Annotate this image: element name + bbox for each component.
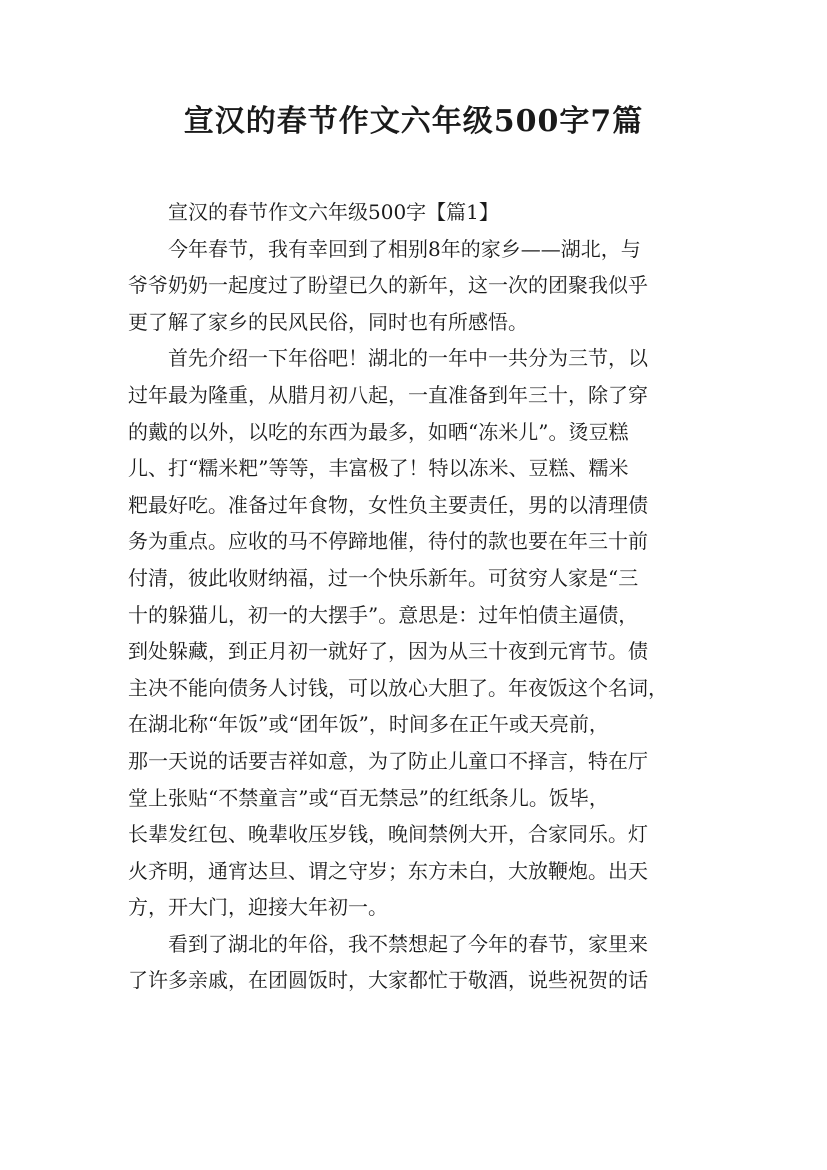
paragraph-line: 那一天说的话要吉祥如意，为了防止儿童口不择言，特在厅 (128, 748, 648, 773)
paragraph-line: 看到了湖北的年俗，我不禁想起了今年的春节，家里来 (168, 931, 648, 956)
paragraph-line: 火齐明，通宵达旦、谓之守岁；东方未白，大放鞭炮。出天 (128, 858, 648, 883)
section-heading: 宣汉的春节作文六年级500字【篇1】 (168, 200, 499, 224)
paragraph-line: 长辈发红包、晚辈收压岁钱，晚间禁例大开，合家同乐。灯 (128, 822, 648, 847)
paragraph-line: 十的躲猫儿，初一的大摆手”。意思是：过年怕债主逼债， (128, 602, 639, 627)
paragraph-line: 务为重点。应收的马不停蹄地催，待付的款也要在年三十前 (128, 529, 648, 554)
paragraph-line: 爷爷奶奶一起度过了盼望已久的新年，这一次的团聚我似乎 (128, 273, 648, 298)
paragraph-line: 了许多亲戚，在团圆饭时，大家都忙于敬酒，说些祝贺的话 (128, 968, 648, 993)
document-title: 宣汉的春节作文六年级500字7篇 (183, 104, 644, 139)
paragraph-line: 更了解了家乡的民风民俗，同时也有所感悟。 (128, 309, 528, 334)
paragraph-line: 今年春节，我有幸回到了相别8年的家乡——湖北，与 (168, 236, 641, 261)
paragraph-line: 过年最为隆重，从腊月初八起，一直准备到年三十，除了穿 (128, 382, 648, 407)
paragraph-line: 付清，彼此收财纳福，过一个快乐新年。可贫穷人家是“三 (128, 565, 639, 590)
paragraph-line: 首先介绍一下年俗吧！湖北的一年中一共分为三节，以 (168, 346, 648, 371)
paragraph-line: 堂上张贴“不禁童言”或“百无禁忌”的红纸条儿。饭毕， (128, 785, 609, 810)
paragraph-line: 到处躲藏，到正月初一就好了，因为从三十夜到元宵节。债 (128, 639, 648, 664)
paragraph-line: 儿、打“糯米粑”等等，丰富极了！特以冻米、豆糕、糯米 (128, 456, 629, 481)
paragraph-line: 在湖北称“年饭”或“团年饭”，时间多在正午或天亮前， (128, 712, 609, 737)
paragraph-line: 粑最好吃。准备过年食物，女性负主要责任，男的以清理债 (128, 492, 648, 517)
paragraph-line: 方，开大门，迎接大年初一。 (128, 895, 388, 920)
paragraph-line: 主决不能向债务人讨钱，可以放心大胆了。年夜饭这个名词， (128, 675, 668, 700)
paragraph-line: 的戴的以外，以吃的东西为最多，如晒“冻米儿”。烫豆糕 (128, 419, 629, 444)
document-body (128, 194, 708, 999)
